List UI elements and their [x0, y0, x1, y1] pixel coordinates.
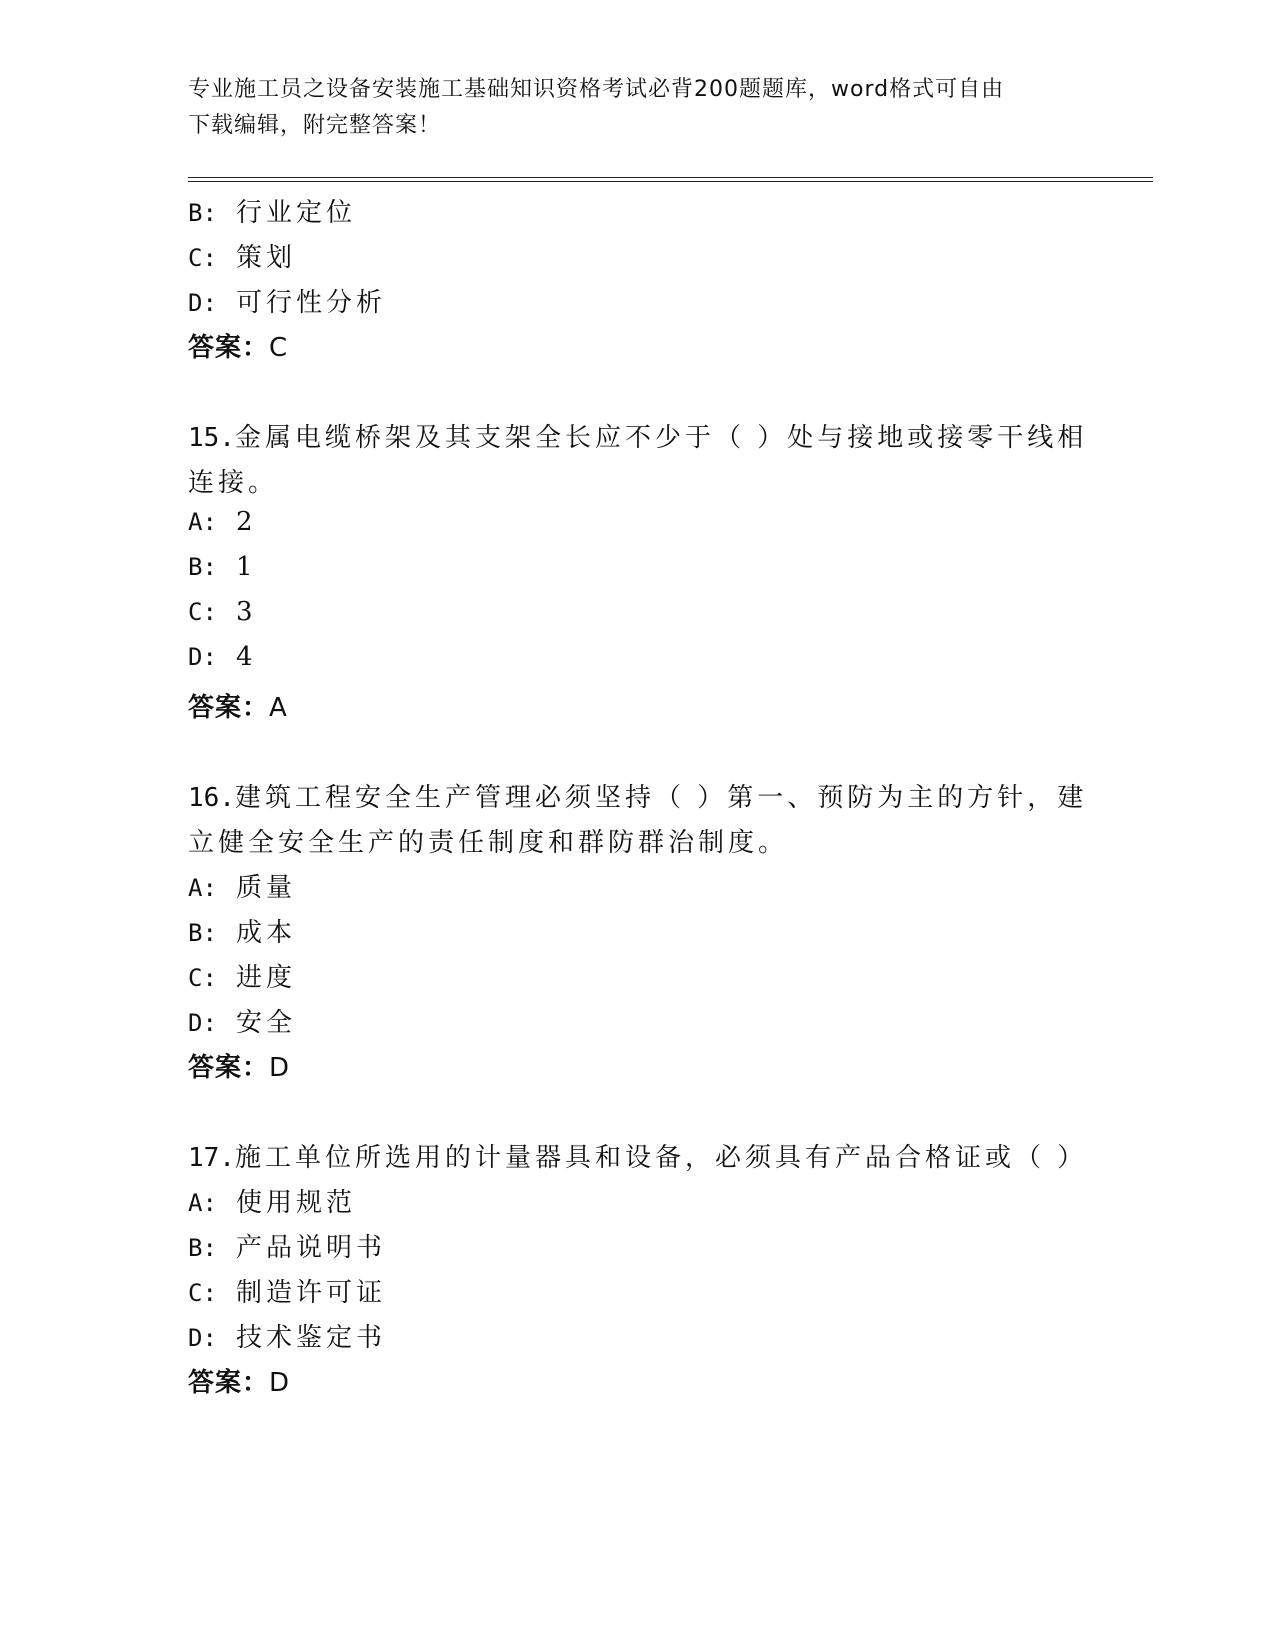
option-text: 使用规范 — [236, 1188, 357, 1218]
option-a — [188, 507, 257, 537]
answer-value: A — [269, 693, 288, 723]
answer-line — [188, 1362, 290, 1399]
option-text: 2 — [236, 507, 257, 537]
question-text: 施工单位所选用的计量器具和设备，必须具有产品合格证或（ ） — [234, 1143, 1088, 1173]
question-17-text-line-1 — [188, 1137, 1087, 1174]
option-a — [188, 867, 296, 904]
option-text: 行业定位 — [236, 198, 357, 228]
header-line-1: 专业施工员之设备安装施工基础知识资格考试必背200题题库，word格式可自由 — [188, 77, 1005, 102]
option-b — [188, 912, 296, 949]
option-letter: C: — [188, 598, 217, 626]
option-d — [188, 282, 386, 319]
answer-value: D — [269, 1368, 291, 1398]
question-text: 建筑工程安全生产管理必须坚持（ ）第一、预防为主的方针，建 — [234, 783, 1088, 813]
document-header — [188, 72, 1068, 144]
option-d — [188, 642, 257, 672]
answer-line — [188, 1047, 290, 1084]
option-letter: C: — [188, 1279, 217, 1307]
option-c — [188, 237, 296, 274]
option-b — [188, 1227, 386, 1264]
question-number: 16. — [188, 783, 235, 813]
option-text: 制造许可证 — [236, 1278, 387, 1308]
option-text: 成本 — [236, 918, 297, 948]
option-text: 4 — [236, 642, 257, 672]
answer-label: 答案： — [188, 1053, 270, 1083]
option-letter: D: — [188, 643, 217, 671]
question-15-text-line-1 — [188, 417, 1087, 454]
answer-label: 答案： — [188, 693, 270, 723]
header-divider — [188, 177, 1153, 182]
option-text: 技术鉴定书 — [236, 1323, 387, 1353]
answer-value: C — [269, 333, 289, 363]
option-letter: C: — [188, 964, 217, 992]
question-number: 17. — [188, 1143, 235, 1173]
option-letter: C: — [188, 244, 217, 272]
option-letter: D: — [188, 289, 217, 317]
option-b — [188, 552, 257, 582]
option-letter: B: — [188, 553, 217, 581]
option-c — [188, 957, 296, 994]
option-letter: B: — [188, 919, 217, 947]
option-text: 进度 — [236, 963, 297, 993]
option-c — [188, 1272, 386, 1309]
question-text: 金属电缆桥架及其支架全长应不少于（ ）处与接地或接零干线相 — [234, 423, 1088, 453]
option-text: 安全 — [236, 1008, 297, 1038]
option-a — [188, 1182, 356, 1219]
question-16-text-line-2: 立健全安全生产的责任制度和群防群治制度。 — [188, 828, 789, 858]
answer-label: 答案： — [188, 1368, 270, 1398]
option-text: 策划 — [236, 243, 297, 273]
option-text: 质量 — [236, 873, 297, 903]
option-letter: A: — [188, 508, 217, 536]
option-text: 产品说明书 — [236, 1233, 387, 1263]
question-15-text-line-2: 连接。 — [188, 468, 279, 498]
option-text: 3 — [236, 597, 257, 627]
question-16-text-line-1 — [188, 777, 1087, 814]
header-line-2: 下载编辑，附完整答案！ — [188, 113, 442, 138]
option-letter: B: — [188, 1234, 217, 1262]
option-letter: A: — [188, 1189, 217, 1217]
option-letter: D: — [188, 1324, 217, 1352]
option-c — [188, 597, 257, 627]
answer-line — [188, 687, 288, 724]
option-text: 1 — [236, 552, 257, 582]
answer-label: 答案： — [188, 333, 270, 363]
option-d — [188, 1002, 296, 1039]
answer-value: D — [269, 1053, 291, 1083]
option-letter: D: — [188, 1009, 217, 1037]
option-letter: B: — [188, 199, 217, 227]
option-letter: A: — [188, 874, 217, 902]
option-text: 可行性分析 — [236, 288, 387, 318]
option-d — [188, 1317, 386, 1354]
answer-line — [188, 327, 288, 364]
option-b — [188, 192, 356, 229]
question-number: 15. — [188, 423, 235, 453]
